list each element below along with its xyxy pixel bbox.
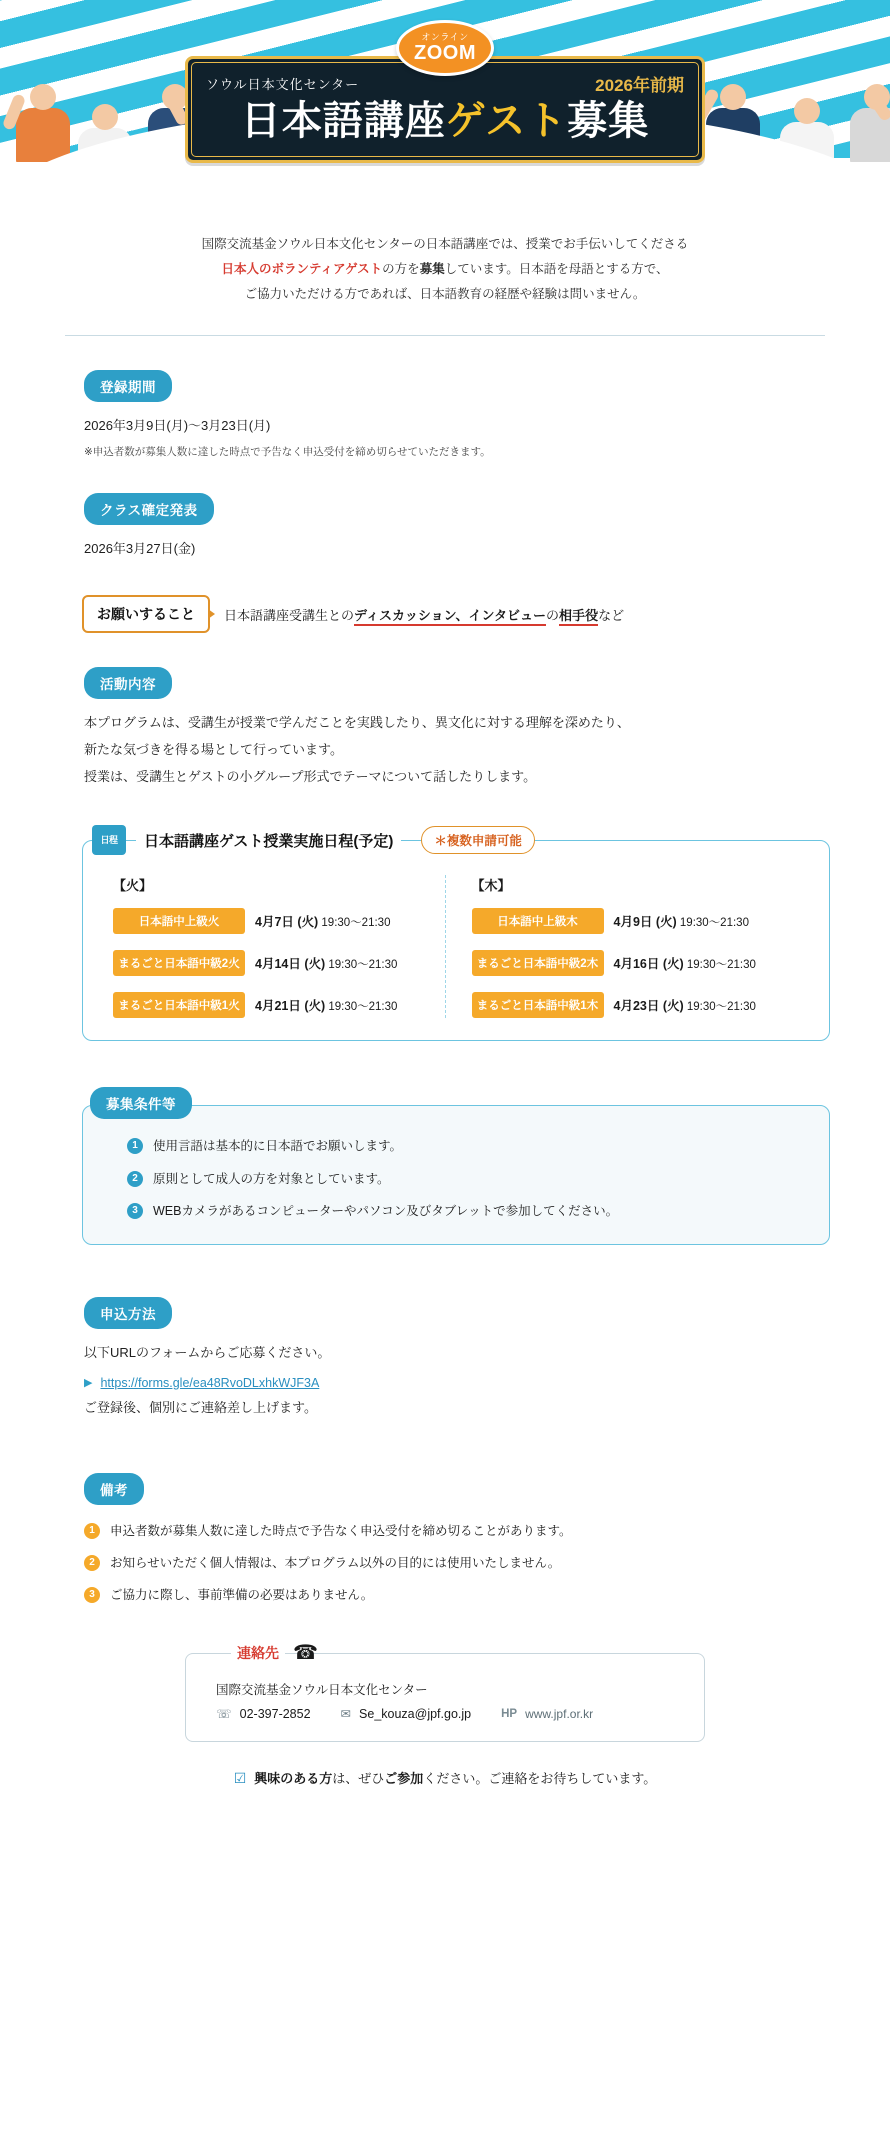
hero-banner bbox=[0, 0, 890, 218]
list-number: 1 bbox=[127, 1138, 143, 1154]
list-item bbox=[127, 1169, 799, 1190]
course-chip: まるごと日本語中級2木 bbox=[472, 950, 604, 976]
intro-highlight-volunteer: 日本人のボランティアゲスト bbox=[221, 262, 383, 276]
register-period-label: 登録期間 bbox=[84, 370, 172, 402]
schedule-title: 日本語講座ゲスト授業実施日程(予定) bbox=[136, 830, 401, 851]
remark-text: お知らせいただく個人情報は、本プログラム以外の目的には使用いたしません。 bbox=[110, 1555, 561, 1570]
course-when bbox=[255, 954, 397, 972]
apply-section bbox=[84, 1297, 830, 1329]
footer-text-3: ご参加 bbox=[384, 1771, 424, 1787]
footer-text-1: 興味のある方 bbox=[254, 1771, 333, 1787]
list-number: 3 bbox=[84, 1587, 100, 1603]
course-chip: 日本語中上級火 bbox=[113, 908, 245, 934]
register-period-value: 2026年3月9日(月)〜3月23日(月) bbox=[84, 418, 271, 433]
conditions-list bbox=[127, 1136, 799, 1222]
remark-text: 申込者数が募集人数に達した時点で予告なく申込受付を締め切ることがあります。 bbox=[110, 1523, 572, 1538]
condition-text: WEBカメラがあるコンピューターやパソコン及びタブレットで参加してください。 bbox=[153, 1203, 619, 1218]
register-period-block bbox=[84, 370, 830, 402]
intro-line-1: 国際交流基金ソウル日本文化センターの日本語講座では、授業でお手伝いしてくださる bbox=[201, 237, 689, 251]
list-item bbox=[84, 1553, 830, 1574]
apply-label: 申込方法 bbox=[84, 1297, 172, 1329]
phone-icon: ☎ bbox=[293, 1642, 318, 1665]
contact-inner bbox=[185, 1640, 705, 1742]
course-when bbox=[614, 912, 749, 930]
course-time: 19:30〜21:30 bbox=[679, 917, 749, 930]
schedule-row bbox=[113, 950, 441, 976]
schedule-day-label: 【火】 bbox=[113, 878, 153, 894]
intro-line-3: ご協力いただける方であれば、日本語教育の経歴や経験は問いません。 bbox=[244, 287, 646, 301]
contact-email[interactable]: Se_kouza@jpf.go.jp bbox=[359, 1706, 472, 1721]
course-when bbox=[255, 912, 390, 930]
course-time: 19:30〜21:30 bbox=[686, 1001, 756, 1014]
course-when bbox=[255, 996, 397, 1014]
person-head bbox=[30, 84, 56, 110]
course-date: 4月14日 (火) bbox=[255, 957, 326, 972]
course-time: 19:30〜21:30 bbox=[686, 959, 756, 972]
request-text bbox=[224, 605, 624, 624]
schedule-row bbox=[113, 992, 441, 1018]
intro-text bbox=[0, 218, 890, 313]
request-tag: お願いすること bbox=[82, 595, 210, 633]
activity-paragraph-3: 授業は、受講生とゲストの小グループ形式でテーマについて話したりします。 bbox=[84, 768, 537, 784]
apply-after: ご登録後、個別にご連絡差し上げます。 bbox=[84, 1399, 317, 1415]
schedule-row bbox=[113, 908, 441, 934]
triangle-icon: ▶ bbox=[84, 1377, 93, 1390]
course-chip: 日本語中上級木 bbox=[472, 908, 604, 934]
course-chip: まるごと日本語中級2火 bbox=[113, 950, 245, 976]
conditions-box bbox=[82, 1105, 830, 1245]
contact-organization: 国際交流基金ソウル日本文化センター bbox=[216, 1683, 428, 1698]
course-when bbox=[614, 996, 756, 1014]
contact-header bbox=[231, 1640, 705, 1665]
contact-details bbox=[216, 1706, 674, 1721]
request-text-2: ディスカッション、インタビュー bbox=[354, 608, 546, 626]
schedule-column-tuesday bbox=[109, 875, 445, 1018]
intro-line-2b: の方を bbox=[382, 262, 420, 276]
schedule-column-thursday bbox=[445, 875, 804, 1018]
conditions-section bbox=[82, 1087, 830, 1245]
calendar-icon: 日程 bbox=[92, 825, 126, 855]
contact-box bbox=[185, 1653, 705, 1742]
course-time: 19:30〜21:30 bbox=[328, 1001, 398, 1014]
list-item bbox=[127, 1136, 799, 1157]
page-title-part2: ゲスト bbox=[445, 99, 568, 143]
list-number: 2 bbox=[84, 1555, 100, 1571]
list-item bbox=[84, 1585, 830, 1606]
apply-lead: 以下URLのフォームからご応募ください。 bbox=[84, 1345, 331, 1361]
class-announce-value: 2026年3月27日(金) bbox=[84, 540, 196, 556]
activity-paragraph-1: 本プログラムは、受講生が授業で学んだことを実践したり、異文化に対する理解を深めたり、 bbox=[84, 715, 630, 731]
schedule-header bbox=[92, 825, 830, 855]
zoom-badge-sub: オンライン bbox=[421, 32, 469, 42]
remark-text: ご協力に際し、事前準備の必要はありません。 bbox=[110, 1588, 374, 1603]
schedule-row bbox=[472, 908, 800, 934]
page-title-part1: 日本語講座 bbox=[240, 99, 446, 143]
person-head bbox=[794, 98, 820, 124]
footer-text-4: ください。ご連絡をお待ちしています。 bbox=[423, 1771, 657, 1787]
activity-paragraph-2: 新たな気づきを得る場として行っています。 bbox=[84, 742, 343, 758]
request-text-1: 日本語講座受講生との bbox=[224, 607, 355, 623]
course-date: 4月9日 (火) bbox=[613, 915, 677, 930]
course-date: 4月23日 (火) bbox=[613, 999, 684, 1014]
remarks-label: 備考 bbox=[84, 1473, 144, 1505]
list-number: 3 bbox=[127, 1203, 143, 1219]
list-item bbox=[84, 1521, 830, 1542]
intro-line-2d: しています。日本語を母語とする方で、 bbox=[444, 262, 669, 276]
apply-url-row bbox=[84, 1376, 830, 1390]
condition-text: 原則として成人の方を対象としています。 bbox=[153, 1171, 390, 1186]
footer-note bbox=[60, 1768, 830, 1787]
contact-telephone: 02-397-2852 bbox=[239, 1706, 311, 1721]
activity-block bbox=[84, 667, 830, 699]
course-date: 4月7日 (火) bbox=[255, 915, 319, 930]
person-head bbox=[92, 104, 118, 130]
zoom-badge-main: ZOOM bbox=[414, 42, 476, 64]
course-time: 19:30〜21:30 bbox=[328, 959, 398, 972]
apply-form-link[interactable]: https://forms.gle/ea48RvoDLxhkWJF3A bbox=[100, 1375, 320, 1390]
course-when bbox=[614, 954, 756, 972]
class-announce-label: クラス確定発表 bbox=[84, 493, 214, 525]
homepage-label: HP bbox=[501, 1707, 518, 1720]
intro-line-2 bbox=[0, 257, 890, 282]
hero-base bbox=[0, 162, 890, 218]
contact-section bbox=[60, 1640, 830, 1742]
list-item bbox=[127, 1201, 799, 1222]
remarks-list bbox=[84, 1521, 830, 1607]
course-date: 4月21日 (火) bbox=[255, 999, 326, 1014]
remarks-section bbox=[84, 1473, 830, 1505]
condition-text: 使用言語は基本的に日本語でお願いします。 bbox=[153, 1139, 403, 1154]
list-number: 1 bbox=[84, 1523, 100, 1539]
section-divider bbox=[65, 335, 825, 336]
multiple-apply-badge: ＊複数申請可能 bbox=[421, 826, 535, 854]
conditions-header bbox=[90, 1087, 830, 1119]
register-period-note: ※申込者数が募集人数に達した時点で予告なく申込受付を締め切らせていただきます。 bbox=[84, 445, 491, 458]
term-year: 2026年前期 bbox=[595, 76, 684, 95]
request-row bbox=[82, 595, 830, 633]
course-time: 19:30〜21:30 bbox=[321, 917, 391, 930]
page-title-part3: 募集 bbox=[567, 99, 650, 143]
footer-text-2: は、ぜひ bbox=[332, 1771, 385, 1787]
request-text-5: など bbox=[598, 607, 625, 623]
activity-label: 活動内容 bbox=[84, 667, 172, 699]
zoom-badge bbox=[396, 20, 494, 76]
schedule-box bbox=[82, 840, 830, 1041]
person-head bbox=[720, 84, 746, 110]
mail-icon: ✉ bbox=[340, 1707, 352, 1722]
request-text-4: 相手役 bbox=[559, 608, 598, 626]
intro-bold-recruit: 募集 bbox=[419, 262, 445, 276]
class-announce-block bbox=[84, 493, 830, 525]
course-date: 4月16日 (火) bbox=[613, 957, 684, 972]
check-icon: ☑ bbox=[233, 1770, 247, 1787]
course-chip: まるごと日本語中級1火 bbox=[113, 992, 245, 1018]
main-content bbox=[0, 370, 890, 1787]
schedule-row bbox=[472, 950, 800, 976]
title-plate-wrapper bbox=[185, 32, 705, 163]
schedule-section bbox=[82, 825, 830, 1041]
course-chip: まるごと日本語中級1木 bbox=[472, 992, 604, 1018]
schedule-row bbox=[472, 992, 800, 1018]
list-number: 2 bbox=[127, 1171, 143, 1187]
request-text-3: の bbox=[546, 607, 560, 623]
homepage-url[interactable]: www.jpf.or.kr bbox=[525, 1706, 594, 1721]
contact-label: 連絡先 bbox=[231, 1643, 285, 1663]
telephone-icon: ☏ bbox=[216, 1707, 232, 1722]
page-title bbox=[206, 98, 684, 144]
center-name: ソウル日本文化センター bbox=[206, 77, 360, 92]
conditions-label: 募集条件等 bbox=[90, 1087, 192, 1119]
schedule-day-label: 【木】 bbox=[471, 878, 511, 894]
